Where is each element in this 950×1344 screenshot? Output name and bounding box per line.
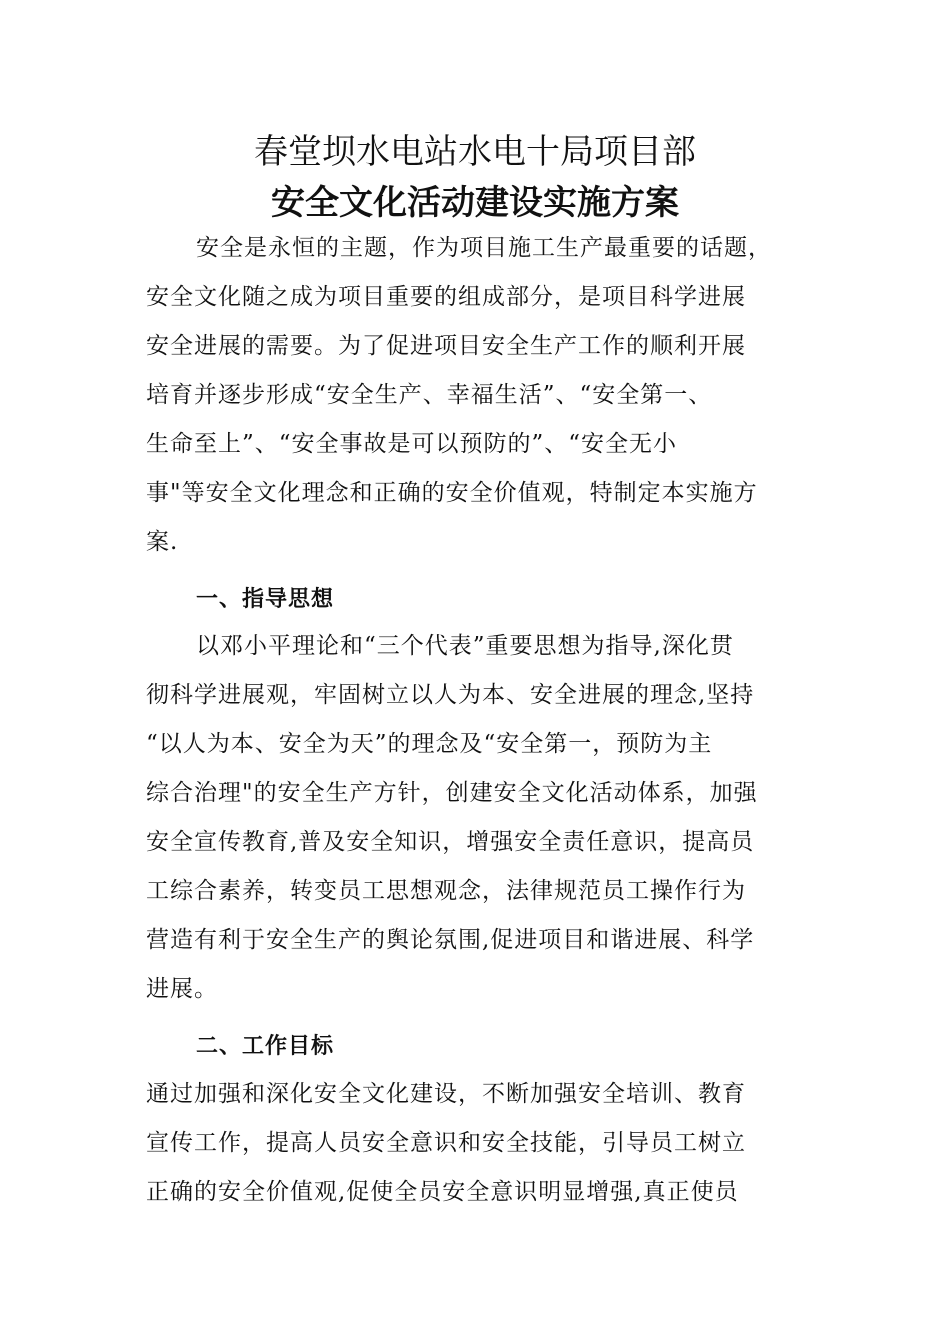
paragraph-line: 通过加强和深化安全文化建设，不断加强安全培训、教育 xyxy=(146,1081,746,1107)
section-heading-work-goals: 二、工作目标 xyxy=(196,1033,335,1059)
paragraph-line: 工综合素养，转变员工思想观念，法律规范员工操作行为 xyxy=(146,878,746,904)
paragraph-line: 以邓小平理论和“三个代表”重要思想为指导,深化贯 xyxy=(196,633,734,659)
document-title-line-2: 安全文化活动建设实施方案 xyxy=(271,183,679,223)
paragraph-line: “以人为本、安全为天”的理念及“安全第一，预防为主 xyxy=(146,731,713,757)
intro-paragraph xyxy=(146,224,810,567)
section-1-paragraph xyxy=(146,622,810,1014)
document-title-line-1: 春堂坝水电站水电十局项目部 xyxy=(254,132,696,172)
paragraph-line: 生命至上”、“安全事故是可以预防的”、“安全无小 xyxy=(146,431,678,457)
paragraph-line: 综合治理"的安全生产方针，创建安全文化活动体系，加强 xyxy=(146,780,758,806)
paragraph-line: 安全进展的需要。为了促进项目安全生产工作的顺利开展 xyxy=(146,333,746,359)
section-heading-guiding-ideology: 一、指导思想 xyxy=(196,586,335,612)
paragraph-line: 正确的安全价值观,促使全员安全意识明显增强,真正使员 xyxy=(146,1179,739,1205)
section-2-paragraph xyxy=(146,1070,810,1217)
paragraph-line: 安全是永恒的主题，作为项目施工生产最重要的话题， xyxy=(196,235,772,261)
paragraph-line: 安全文化随之成为项目重要的组成部分，是项目科学进展 xyxy=(146,284,746,310)
paragraph-line: 事"等安全文化理念和正确的安全价值观，特制定本实施方 xyxy=(146,480,758,506)
paragraph-line: 营造有利于安全生产的舆论氛围,促进项目和谐进展、科学 xyxy=(146,927,755,953)
paragraph-line: 宣传工作，提高人员安全意识和安全技能，引导员工树立 xyxy=(146,1130,746,1156)
paragraph-line: 培育并逐步形成“安全生产、幸福生活”、“安全第一、 xyxy=(146,382,713,408)
paragraph-line: 进展。 xyxy=(146,976,218,1002)
paragraph-line: 案. xyxy=(146,529,179,555)
paragraph-line: 安全宣传教育,普及安全知识，增强安全责任意识，提高员 xyxy=(146,829,755,855)
paragraph-line: 彻科学进展观，牢固树立以人为本、安全进展的理念,坚持 xyxy=(146,682,755,708)
